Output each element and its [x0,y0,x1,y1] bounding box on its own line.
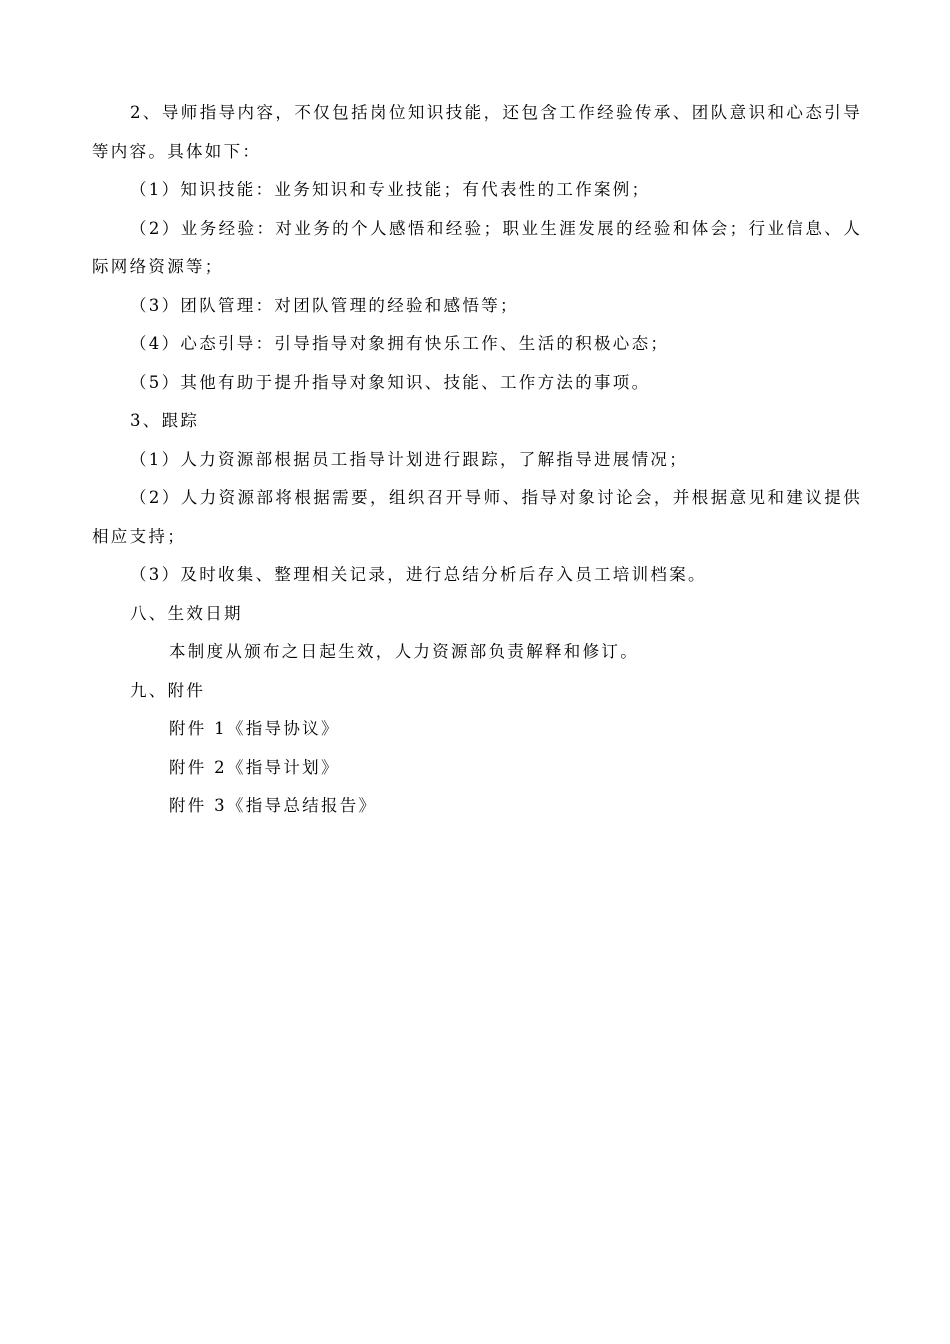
paragraph-tracking-2: （2）人力资源部将根据需要，组织召开导师、指导对象讨论会，并根据意见和建议提供相应支持； [92,488,862,546]
heading-tracking: 3、跟踪 [130,411,200,430]
heading-effective-date: 八、生效日期 [130,603,243,623]
document-body [92,94,862,826]
paragraph-team-management: （3）团队管理：对团队管理的经验和感悟等； [130,295,519,315]
paragraph-business-experience: （2）业务经验：对业务的个人感悟和经验；职业生涯发展的经验和体会；行业信息、人际网络资源等； [92,218,862,276]
paragraph-mindset-guidance: （4）心态引导：引导指导对象拥有快乐工作、生活的积极心态； [130,334,670,353]
paragraph-tracking-1: （1）人力资源部根据员工指导计划进行跟踪，了解指导进展情况； [130,449,688,469]
paragraph-tracking-3: （3）及时收集、整理相关记录，进行总结分析后存入员工培训档案。 [130,565,707,584]
paragraph-mentor-content: 2、导师指导内容，不仅包括岗位知识技能，还包含工作经验传承、团队意识和心态引导等内容。具体如下： [92,103,862,161]
attachment-item: 附件 1《指导协议》 [169,719,340,738]
paragraph-effective-date: 本制度从颁布之日起生效，人力资源部负责解释和修订。 [169,642,639,661]
heading-attachments: 九、附件 [130,680,206,700]
attachment-item: 附件 2《指导计划》 [169,757,340,777]
attachment-item: 附件 3《指导总结报告》 [169,796,378,815]
paragraph-knowledge-skills: （1）知识技能：业务知识和专业技能；有代表性的工作案例； [130,180,651,199]
paragraph-other-matters: （5）其他有助于提升指导对象知识、技能、工作方法的事项。 [130,372,651,392]
